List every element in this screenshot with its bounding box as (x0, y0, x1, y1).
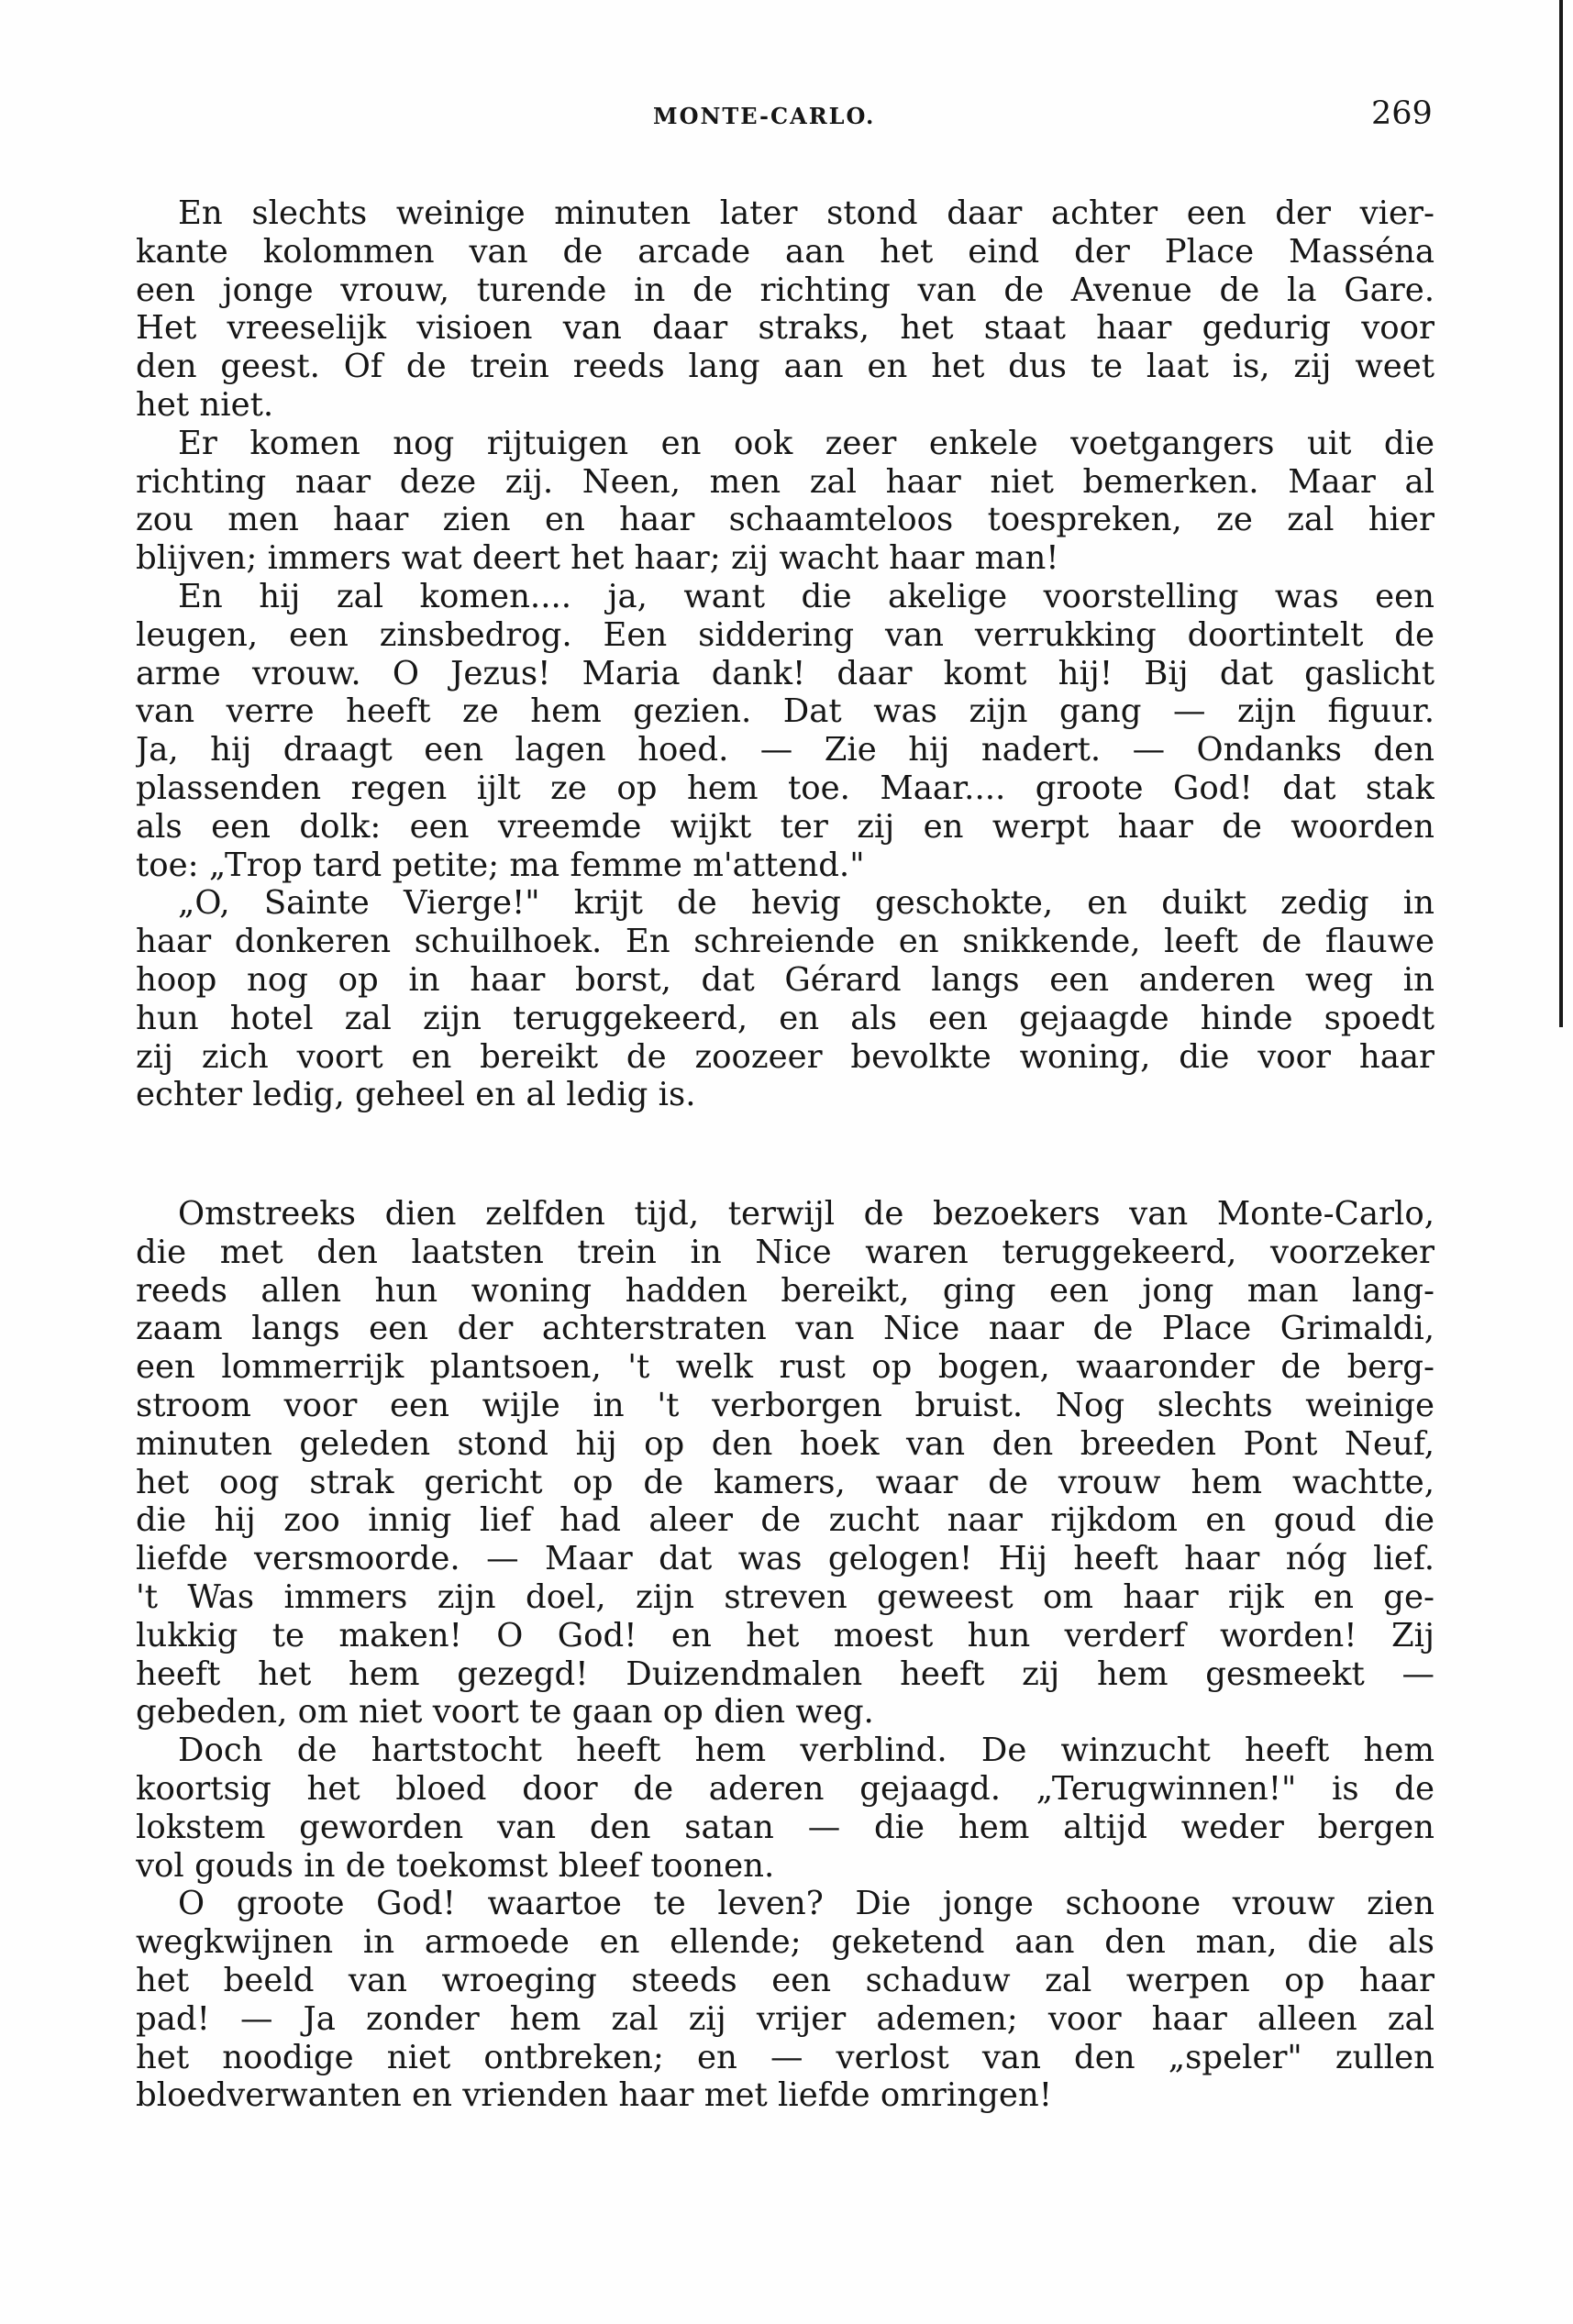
text-line: hun hotel zal zijn teruggekeerd, en als een gejaagde hinde spoedt (136, 999, 1435, 1037)
text-block-second (136, 1195, 1435, 2115)
text-line: koortsig het bloed door de aderen gejaagd. „Terugwinnen!" is de (136, 1769, 1435, 1808)
page-number: 269 (1371, 95, 1433, 132)
text-line: leugen, een zinsbedrog. Een siddering van verrukking doortintelt de (136, 615, 1435, 654)
text-line: bloedverwanten en vrienden haar met liefde omringen! (136, 2076, 1052, 2115)
text-line: arme vrouw. O Jezus! Maria dank! daar komt hij! Bij dat gaslicht (136, 654, 1435, 692)
text-line: die hij zoo innig lief had aleer de zucht naar rijkdom en goud die (136, 1501, 1435, 1540)
text-line: zij zich voort en bereikt de zoozeer bevolkte woning, die voor haar (136, 1037, 1435, 1076)
text-line: van verre heeft ze hem gezien. Dat was zijn gang — zijn figuur. (136, 692, 1435, 731)
text-line: lokstem geworden van den satan — die hem altijd weder bergen (136, 1808, 1435, 1846)
page-edge-rule (1559, 0, 1563, 1027)
text-line: als een dolk: een vreemde wijkt ter zij en werpt haar de woorden (136, 807, 1435, 846)
running-header-title: MONTE-CARLO. (653, 103, 876, 129)
text-line: vol gouds in de toekomst bleef toonen. (136, 1846, 775, 1885)
text-line: hoop nog op in haar borst, dat Gérard langs een anderen weg in (136, 960, 1435, 999)
text-line: Omstreeks dien zelfden tijd, terwijl de bezoekers van Monte-Carlo, (178, 1195, 1435, 1233)
text-line: den geest. Of de trein reeds lang aan en het dus te laat is, zij weet (136, 348, 1435, 386)
text-line: zaam langs een der achterstraten van Nice naar de Place Grimaldi, (136, 1310, 1435, 1348)
text-line: liefde versmoorde. — Maar dat was gelogen! Hij heeft haar nóg lief. (136, 1540, 1435, 1578)
text-line: Ja, hij draagt een lagen hoed. — Zie hij nadert. — Ondanks den (136, 731, 1435, 769)
text-line: stroom voor een wijle in 't verborgen bruist. Nog slechts weinige (136, 1386, 1435, 1424)
text-line: het niet. (136, 385, 274, 424)
text-line: richting naar deze zij. Neen, men zal haar niet bemerken. Maar al (136, 462, 1435, 501)
text-line: Doch de hartstocht heeft hem verblind. De winzucht heeft hem (178, 1732, 1435, 1770)
text-line: minuten geleden stond hij op den hoek van den breeden Pont Neuf, (136, 1424, 1435, 1463)
text-line: 't Was immers zijn doel, zijn streven geweest om haar rijk en ge- (136, 1577, 1435, 1616)
text-line: haar donkeren schuilhoek. En schreiende en snikkende, leeft de flauwe (136, 923, 1435, 961)
text-line: „O, Sainte Vierge!" krijt de hevig geschokte, en duikt zedig in (178, 884, 1435, 923)
text-line: het beeld van wroeging steeds een schaduw zal werpen op haar (136, 1961, 1435, 1999)
text-line: wegkwijnen in armoede en ellende; geketend aan den man, die als (136, 1923, 1435, 1962)
text-line: echter ledig, geheel en al ledig is. (136, 1076, 696, 1114)
text-line: die met den laatsten trein in Nice waren teruggekeerd, voorzeker (136, 1233, 1435, 1271)
text-line: zou men haar zien en haar schaamteloos toespreken, ze zal hier (136, 501, 1435, 539)
text-line: heeft het hem gezegd! Duizendmalen heeft zij hem gesmeekt — (136, 1654, 1435, 1693)
text-line: En slechts weinige minuten later stond daar achter een der vier- (178, 194, 1435, 232)
text-line: plassenden regen ijlt ze op hem toe. Maar.... groote God! dat stak (136, 769, 1435, 807)
text-line: blijven; immers wat deert het haar; zij wacht haar man! (136, 539, 1059, 578)
text-line: gebeden, om niet voort te gaan op dien weg. (136, 1693, 874, 1732)
text-line: O groote God! waartoe te leven? Die jonge schoone vrouw zien (178, 1885, 1435, 1923)
text-line: een lommerrijk plantsoen, 't welk rust op bogen, waaronder de berg- (136, 1348, 1435, 1387)
text-line: lukkig te maken! O God! en het moest hun verderf worden! Zij (136, 1616, 1435, 1654)
text-line: het noodige niet ontbreken; en — verlost van den „speler" zullen (136, 2038, 1435, 2076)
text-line: reeds allen hun woning hadden bereikt, ging een jong man lang- (136, 1271, 1435, 1310)
text-line: kante kolommen van de arcade aan het eind der Place Masséna (136, 232, 1435, 271)
text-line: een jonge vrouw, turende in de richting van de Avenue de la Gare. (136, 271, 1435, 309)
text-line: pad! — Ja zonder hem zal zij vrijer ademen; voor haar alleen zal (136, 1999, 1435, 2038)
text-line: En hij zal komen.... ja, want die akelige voorstelling was een (178, 577, 1435, 615)
text-line: Er komen nog rijtuigen en ook zeer enkele voetgangers uit die (178, 424, 1435, 462)
text-line: het oog strak gericht op de kamers, waar de vrouw hem wachtte, (136, 1463, 1435, 1501)
text-line: Het vreeselijk visioen van daar straks, het staat haar gedurig voor (136, 309, 1435, 348)
text-block-first (136, 194, 1435, 1114)
text-line: toe: „Trop tard petite; ma femme m'attend." (136, 846, 865, 884)
